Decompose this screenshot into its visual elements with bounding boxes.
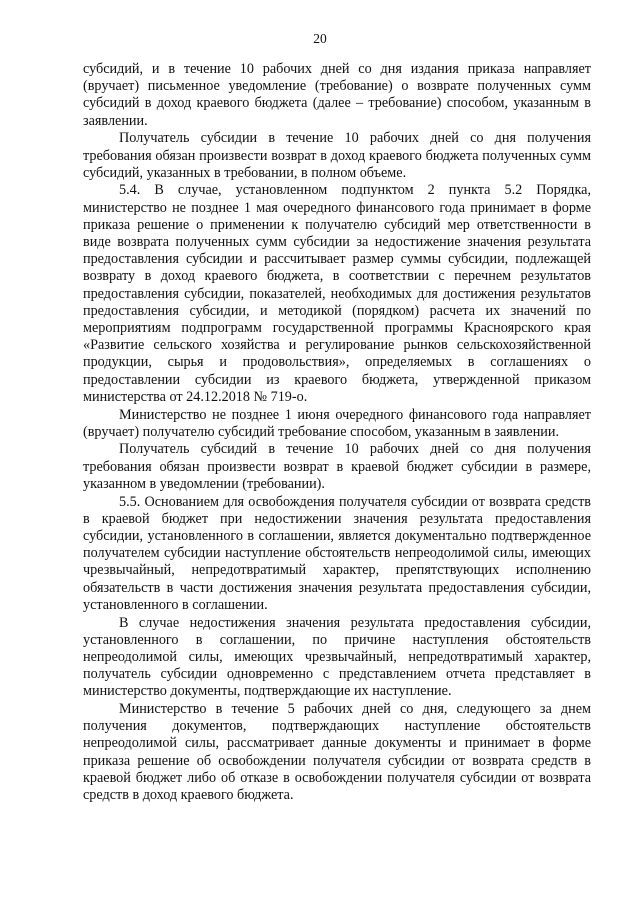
paragraph-ministry-deadline: Министерство не позднее 1 июня очередного финансового года направляет (вручает) получателю субсидий требование способом, указанным в заявлении. bbox=[83, 406, 591, 440]
document-body bbox=[83, 61, 591, 805]
page-number: 20 bbox=[313, 31, 327, 46]
paragraph-5-4: 5.4. В случае, установленном подпунктом 2 пункта 5.2 Порядка, министерство не позднее 1 мая очередного финансового года принимает в форме приказа решение о применении к получателю субсидий мер ответственности в виде возврата полученных сумм субсидии за недостижение значения результата предоставления субсидии и рассчитывает размер суммы субсидии, подлежащей возврату в доход краевого бюджета, в соответствии с перечнем результатов предоставления субсидии, показателей, необходимых для достижения результатов предоставления субсидии, и методикой (порядком) расчета их значений по мероприятиям подпрограмм государственной программы Красноярского края «Развитие сельского хозяйства и регулирование рынков сельскохозяйственной продукции, сырья и продовольствия», определяемых в соглашениях о предоставлении субсидии из краевого бюджета, утвержденной приказом министерства от 24.12.2018 № 719-о. bbox=[83, 182, 591, 405]
paragraph-recipient-return: Получатель субсидий в течение 10 рабочих дней со дня получения требования обязан произвести возврат в краевой бюджет субсидии в размере, указанном в уведомлении (требовании). bbox=[83, 441, 591, 492]
paragraph-force-majeure: В случае недостижения значения результата предоставления субсидии, установленного в соглашении, по причине наступления обстоятельств непреодолимой силы, имеющих чрезвычайный, непредотвратимый характер, получатель субсидии одновременно с представлением отчета представляет в министерство документы, подтверждающие их наступление. bbox=[83, 614, 591, 700]
paragraph-5-5: 5.5. Основанием для освобождения получателя субсидии от возврата средств в краевой бюджет при недостижении значения результата предоставления субсидии, установленного в соглашении, является документально подтвержденное получателем субсидии наступление обстоятельств непреодолимой силы, имеющих чрезвычайный, непредотвратимый характер, препятствующих исполнению обязательств в части достижения значения результата предоставления субсидии, установленного в соглашении. bbox=[83, 493, 591, 613]
paragraph-ministry-decision: Министерство в течение 5 рабочих дней со дня, следующего за днем получения документов, подтверждающих наступление обстоятельств непреодолимой силы, рассматривает данные документы и принимает в форме приказа решение об освобождении получателя субсидии от возврата средств в краевой бюджет либо об отказе в освобождении получателя субсидии от возврата средств в доход краевого бюджета. bbox=[83, 701, 591, 804]
paragraph-continuation: субсидий, и в течение 10 рабочих дней со дня издания приказа направляет (вручает) письменное уведомление (требование) о возврате полученных сумм субсидий в доход краевого бюджета (далее – требование) способом, указанным в заявлении. bbox=[83, 61, 591, 129]
paragraph-return-obligation: Получатель субсидии в течение 10 рабочих дней со дня получения требования обязан произвести возврат в доход краевого бюджета полученных сумм субсидий, указанных в требовании, в полном объеме. bbox=[83, 130, 591, 181]
